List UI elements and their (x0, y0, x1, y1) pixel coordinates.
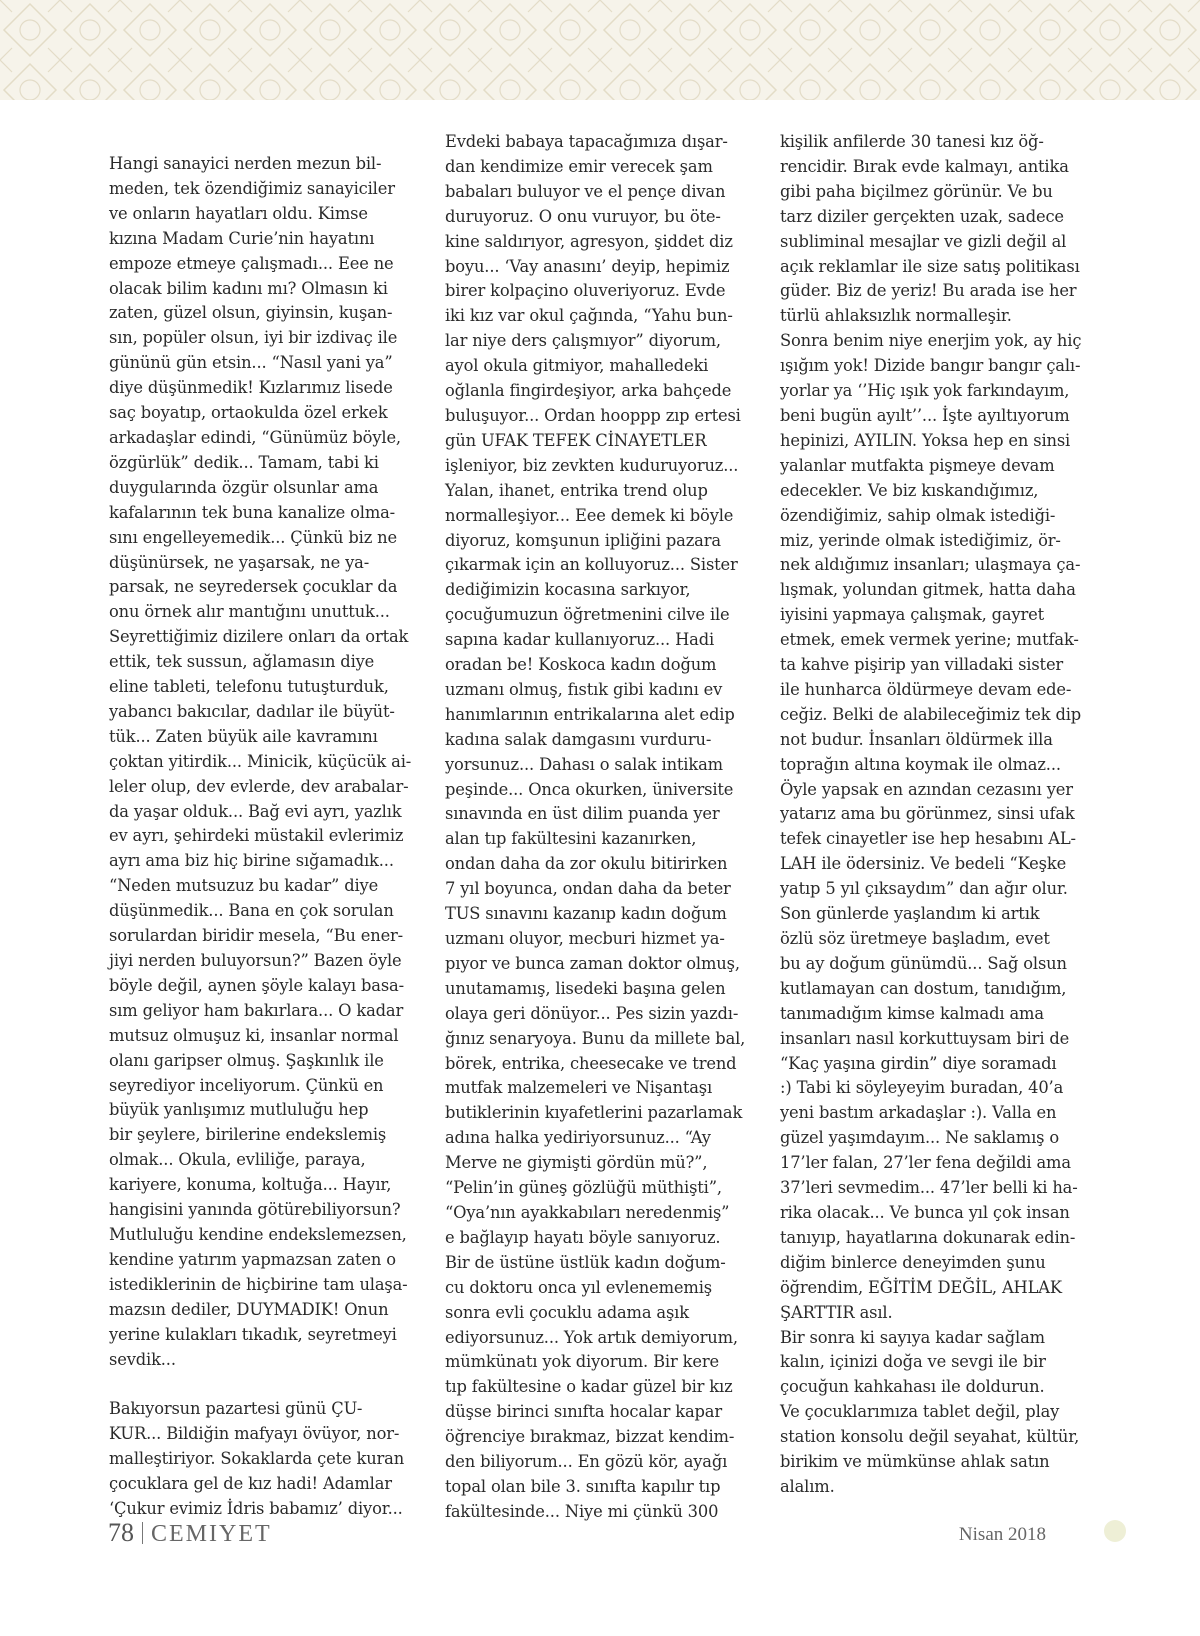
text-line: gün UFAK TEFEK CİNAYETLER (445, 430, 707, 450)
text-line: beni bugün ayılt’’... İşte ayıltıyorum (780, 405, 1070, 425)
text-line: ŞARTTIR asıl. (780, 1302, 893, 1322)
text-line: Sonra benim niye enerjim yok, ay hiç (780, 331, 1082, 351)
text-line: ‘Çukur evimiz İdris babamız’ diyor... (109, 1498, 403, 1518)
text-line: çocuğun kahkahası ile doldurun. (780, 1377, 1045, 1397)
text-line: hanımlarının entrikalarına alet edip (445, 704, 735, 724)
text-line: uzmanı oluyor, mecburi hizmet ya- (445, 929, 725, 948)
text-line: ta kahve pişirip yan villadaki sister (780, 655, 1064, 675)
text-line: alalım. (780, 1476, 835, 1496)
text-column-3 (780, 130, 1095, 1500)
text-line: kişilik anfilerde 30 tanesi kız öğ- (780, 132, 1044, 151)
text-line: Evdeki babaya tapacağımıza dışar- (445, 132, 728, 151)
text-line: leler olup, dev evlerde, dev arabalar- (109, 776, 409, 796)
text-line: ğınız senaryoya. Bunu da millete bal, (445, 1028, 746, 1048)
magazine-name: CEMIYET (151, 1521, 272, 1547)
text-line: çocuklara gel de kız hadi! Adamlar (109, 1474, 392, 1494)
text-line: iyisini yapmaya çalışmak, gayret (780, 605, 1045, 625)
text-line: sorulardan biridir mesela, “Bu ener- (109, 926, 404, 946)
text-line: butiklerinin kıyafetlerini pazarlamak (445, 1103, 743, 1123)
text-column-2 (445, 130, 760, 1525)
text-line: parsak, ne seyredersek çocuklar da (109, 577, 398, 597)
text-line: not budur. İnsanları öldürmek illa (780, 729, 1053, 749)
text-line: kine saldırıyor, agresyon, şiddet diz (445, 231, 733, 251)
text-line: lışmak, yolundan gitmek, hatta daha (780, 580, 1076, 600)
decorative-pattern-band (0, 0, 1200, 100)
text-line: Bir de üstüne üstlük kadın doğum- (445, 1252, 726, 1272)
text-line: malleştiriyor. Sokaklarda çete kuran (109, 1449, 405, 1469)
text-line: rika olacak... Ve bunca yıl çok insan (780, 1202, 1070, 1222)
text-line: etmek, emek vermek yerine; mutfak- (780, 630, 1079, 650)
text-line: olmak... Okula, evliliğe, paraya, (109, 1150, 366, 1170)
text-line: mutsuz olmuşuz ki, insanlar normal (109, 1025, 399, 1045)
text-line: kadına salak damgasını vurduru- (445, 729, 712, 749)
text-line: KUR... Bildiğin mafyayı övüyor, nor- (109, 1424, 400, 1444)
text-line: sonra evli çocuklu adama aşık (445, 1302, 689, 1322)
text-line: Mutluluğu kendine endekslemezsen, (109, 1224, 407, 1244)
text-line: adına halka yediriyorsunuz... “Ay (445, 1128, 711, 1148)
text-line: dediğimizin kocasına sarkıyor, (445, 580, 691, 600)
text-line: alan tıp fakültesini kazanırken, (445, 829, 697, 849)
text-line: arkadaşlar edindi, “Günümüz böyle, (109, 427, 401, 447)
text-line: ev ayrı, şehirdeki müstakil evlerimiz (109, 826, 404, 846)
text-line: dan kendimize emir verecek şam (445, 156, 713, 176)
text-line: çoktan yitirdik... Minicik, küçücük ai- (109, 751, 412, 771)
text-line: ayrı ama biz hiç birine sığamadık... (109, 851, 394, 871)
text-line: sım geliyor ham bakırlara... O kadar (109, 1000, 404, 1020)
text-line: :) Tabi ki söyleyeyim buradan, 40’a (780, 1078, 1064, 1098)
text-line: güzel yaşımdayım... Ne saklamış o (780, 1128, 1060, 1148)
text-line: Bir sonra ki sayıya kadar sağlam (780, 1327, 1045, 1347)
text-line: yatarız ama bu görünmez, sinsi ufak (780, 804, 1075, 824)
text-line: 37’leri sevmedim... 47’ler belli ki ha- (780, 1178, 1078, 1198)
text-line: düşünürsek, ne yaşarsak, ne ya- (109, 552, 370, 572)
text-line: diye düşünmedik! Kızlarımız lisede (109, 378, 393, 398)
text-line: “Pelin’in güneş gözlüğü müthişti”, (445, 1178, 722, 1198)
text-line: babaları buluyor ve el pençe divan (445, 181, 726, 201)
text-line: oğlanla fingirdeşiyor, arka bahçede (445, 381, 732, 401)
text-line: kafalarının tek buna kanalize olma- (109, 502, 396, 522)
text-line: yatıp 5 yıl çıksaydım” dan ağır olur. (780, 879, 1068, 899)
text-line: pıyor ve bunca zaman doktor olmuş, (445, 953, 740, 973)
text-line: türlü ahlaksızlık normalleşir. (780, 306, 1012, 326)
text-line: sınavında en üst dilim puanda yer (445, 804, 720, 824)
text-line: olanı garipser olmuş. Şaşkınlık ile (109, 1050, 384, 1070)
text-line: buluşuyor... Ordan hooppp zıp ertesi (445, 405, 741, 425)
text-line: ettik, tek sussun, ağlamasın diye (109, 652, 375, 672)
text-line: duygularında özgür olsunlar ama (109, 477, 379, 497)
text-line: özgürlük” dedik... Tamam, tabi ki (109, 452, 379, 472)
text-line: düşse birinci sınıfta hocalar kapar (445, 1402, 722, 1422)
text-line: sevdik... (109, 1349, 176, 1369)
text-line: kızına Madam Curie’nin hayatını (109, 228, 375, 248)
text-line: “Oya’nın ayakkabıları neredenmiş” (445, 1202, 730, 1222)
text-line: yalanlar mutfakta pişmeye devam (780, 455, 1055, 475)
text-line: öğrendim, EĞİTİM DEĞİL, AHLAK (780, 1277, 1062, 1297)
text-line: saç boyatıp, ortaokulda özel erkek (109, 403, 388, 423)
text-line: gibi paha biçilmez görünür. Ve bu (780, 181, 1053, 201)
text-line: miz, yerinde olmak istediğimiz, ör- (780, 530, 1061, 550)
text-line: tanımadığım kimse kalmadı ama (780, 1003, 1044, 1023)
text-line: birer kolpaçino oluveriyoruz. Evde (445, 281, 726, 301)
text-line: istediklerinin de hiçbirine tam ulaşa- (109, 1274, 408, 1294)
text-line: ayol okula gitmiyor, mahalledeki (445, 356, 709, 376)
text-line: güder. Biz de yeriz! Bu arada ise her (780, 281, 1077, 301)
text-line: gününü gün etsin... “Nasıl yani ya” (109, 353, 393, 373)
text-line: cu doktoru onca yıl evlenememiş (445, 1277, 712, 1297)
text-line: açık reklamlar ile size satış politikası (780, 256, 1080, 276)
text-line: Hangi sanayici nerden mezun bil- (109, 154, 382, 173)
text-line: sını engelleyemedik... Çünkü biz ne (109, 527, 397, 547)
text-line: işleniyor, biz zevkten kuduruyoruz... (445, 455, 739, 475)
text-line: edecekler. Ve biz kıskandığımız, (780, 480, 1039, 500)
text-line: subliminal mesajlar ve gizli değil al (780, 231, 1067, 251)
text-column-1 (109, 152, 424, 1522)
text-line: den biliyorum... En gözü kör, ayağı (445, 1452, 728, 1472)
text-line: “Kaç yaşına girdin” diye soramadı (780, 1053, 1057, 1073)
text-line: kendine yatırım yapmazsan zaten o (109, 1249, 396, 1269)
text-line: Ve çocuklarımıza tablet değil, play (780, 1402, 1060, 1422)
text-line: e bağlayıp hayatı böyle sanıyoruz. (445, 1227, 721, 1247)
text-line: yorlar ya ‘’Hiç ışık yok farkındayım, (780, 381, 1070, 401)
text-line: ediyorsunuz... Yok artık demiyorum, (445, 1327, 738, 1347)
text-line: nek aldığımız insanları; ulaşmaya ça- (780, 555, 1081, 575)
text-line: 17’ler falan, 27’ler fena değildi ama (780, 1153, 1071, 1173)
text-line: LAH ile ödersiniz. Ve bedeli “Keşke (780, 854, 1067, 874)
text-line: Öyle yapsak en azından cezasını yer (780, 779, 1073, 799)
text-line: seyrediyor inceliyorum. Çünkü en (109, 1075, 384, 1095)
text-line: tıp fakültesine o kadar güzel bir kız (445, 1377, 733, 1397)
text-line: düşünmedik... Bana en çok sorulan (109, 901, 394, 921)
text-line: ondan daha da zor okulu bitirirken (445, 854, 728, 874)
text-line: diğim binlerce deneyimden şunu (780, 1252, 1046, 1272)
text-line: Seyrettiğimiz dizilere onları da ortak (109, 627, 409, 647)
text-line: empoze etmeye çalışmadı... Eee ne (109, 253, 394, 273)
text-line: Son günlerde yaşlandım ki artık (780, 904, 1040, 924)
text-line: ceğiz. Belki de alabileceğimiz tek dip (780, 704, 1082, 724)
text-line: bu ay doğum günümdü... Sağ olsun (780, 953, 1067, 973)
text-line: lar niye ders çalışmıyor” diyorum, (445, 331, 721, 351)
text-line: birikim ve mümkünse ahlak satın (780, 1452, 1050, 1472)
text-line: yabancı bakıcılar, dadılar ile büyüt- (109, 701, 395, 721)
text-line: uzmanı olmuş, fıstık gibi kadını ev (445, 679, 723, 699)
text-line: toprağın altına koymak ile olmaz... (780, 754, 1061, 774)
text-line: büyük yanlışımız mutluluğu hep (109, 1100, 369, 1120)
text-line: oradan be! Koskoca kadın doğum (445, 655, 717, 675)
text-line: mazsın dediler, DUYMADIK! Onun (109, 1299, 389, 1319)
text-line: TUS sınavını kazanıp kadın doğum (445, 904, 727, 924)
text-line: öğrenciye bırakmaz, bizzat kendim- (445, 1427, 735, 1447)
text-line: boyu... ‘Vay anasını’ deyip, hepimiz (445, 256, 730, 276)
text-line: yerine kulakları tıkadık, seyretmeyi (109, 1324, 397, 1344)
text-line: tanıyıp, hayatlarına dokunarak edin- (780, 1227, 1076, 1247)
text-line: tefek cinayetler ise hep hesabını AL- (780, 829, 1076, 849)
text-line: mümkünatı yok diyorum. Bir kere (445, 1352, 719, 1372)
page-number: 78 (108, 1518, 134, 1547)
text-line: jiyi nerden buluyorsun?” Bazen öyle (109, 951, 402, 970)
text-line: kalın, içinizi doğa ve sevgi ile bir (780, 1352, 1046, 1372)
text-line: kariyere, konuma, koltuğa... Hayır, (109, 1175, 392, 1195)
text-line: diyoruz, komşunun ipliğini pazara (445, 530, 721, 550)
text-line: rencidir. Bırak evde kalmayı, antika (780, 156, 1069, 176)
text-line: peşinde... Onca okurken, üniversite (445, 779, 734, 799)
text-line: olacak bilim kadını mı? Olmasın ki (109, 278, 388, 298)
text-line: station konsolu değil seyahat, kültür, (780, 1427, 1080, 1447)
text-line: Bakıyorsun pazartesi günü ÇU- (109, 1399, 363, 1419)
text-line: hangisini yanında götürebiliyorsun? (109, 1200, 401, 1220)
text-line: özendiğimiz, sahip olmak istediği- (780, 505, 1056, 525)
text-line: fakültesinde... Niye mi çünkü 300 (445, 1501, 719, 1521)
text-line: çıkarmak için an kolluyoruz... Sister (445, 555, 738, 575)
text-line: yorsunuz... Dahası o salak intikam (445, 754, 723, 774)
issue-date: Nisan 2018 (958, 1524, 1046, 1545)
text-line: 7 yıl boyunca, ondan daha da beter (445, 879, 731, 899)
footer-divider (142, 1522, 143, 1544)
text-line: unutamamış, lisedeki başına gelen (445, 978, 726, 998)
text-line: zaten, güzel olsun, giyinsin, kuşan- (109, 303, 393, 323)
text-line: ile hunharca öldürmeye devam ede- (780, 679, 1072, 699)
text-line: sapına kadar kullanıyoruz... Hadi (445, 630, 715, 650)
text-line: tarz diziler gerçekten uzak, sadece (780, 206, 1064, 226)
text-line: börek, entrika, cheesecake ve trend (445, 1053, 737, 1073)
text-line: çocuğumuzun öğretmenini cilve ile (445, 605, 730, 625)
text-line: normalleşiyor... Eee demek ki böyle (445, 505, 734, 525)
text-line: duruyoruz. O onu vuruyor, bu öte- (445, 206, 721, 226)
text-line: “Neden mutsuzuz bu kadar” diye (109, 876, 379, 896)
text-line: da yaşar olduk... Bağ evi ayrı, yazlık (109, 801, 402, 821)
page-footer (108, 1518, 272, 1548)
text-line: ışığım yok! Dizide bangır bangır çalı- (780, 356, 1081, 376)
text-line: onu örnek alır mantığını unuttuk... (109, 602, 390, 622)
text-line: yeni bastım arkadaşlar :). Valla en (780, 1103, 1057, 1123)
text-line: eline tableti, telefonu tutuşturduk, (109, 677, 389, 697)
text-line: sın, popüler olsun, iyi bir izdivaç ile (109, 328, 398, 348)
paragraph-gap (109, 1372, 424, 1397)
text-line: insanları nasıl korkuttuysam biri de (780, 1028, 1070, 1048)
text-line: Yalan, ihanet, entrika trend olup (445, 480, 708, 500)
text-line: mutfak malzemeleri ve Nişantaşı (445, 1078, 713, 1098)
text-line: kutlamayan can dostum, tanıdığım, (780, 978, 1067, 998)
text-line: hepinizi, AYILIN. Yoksa hep en sinsi (780, 430, 1071, 450)
text-line: özlü söz üretmeye başladım, evet (780, 929, 1050, 948)
text-line: olaya geri dönüyor... Pes sizin yazdı- (445, 1003, 739, 1023)
text-line: Merve ne giymişti gördün mü?”, (445, 1153, 708, 1173)
text-line: topal olan bile 3. sınıfta kapılır tıp (445, 1476, 721, 1496)
text-line: tük... Zaten büyük aile kavramını (109, 726, 378, 746)
decorative-dot (1104, 1520, 1126, 1542)
text-line: bir şeylere, birilerine endekslemiş (109, 1125, 387, 1145)
text-line: böyle değil, aynen şöyle kalayı basa- (109, 975, 404, 995)
text-line: ve onların hayatları oldu. Kimse (109, 203, 368, 223)
text-line: iki kız var okul çağında, “Yahu bun- (445, 306, 733, 326)
text-line: meden, tek özendiğimiz sanayiciler (109, 178, 395, 198)
